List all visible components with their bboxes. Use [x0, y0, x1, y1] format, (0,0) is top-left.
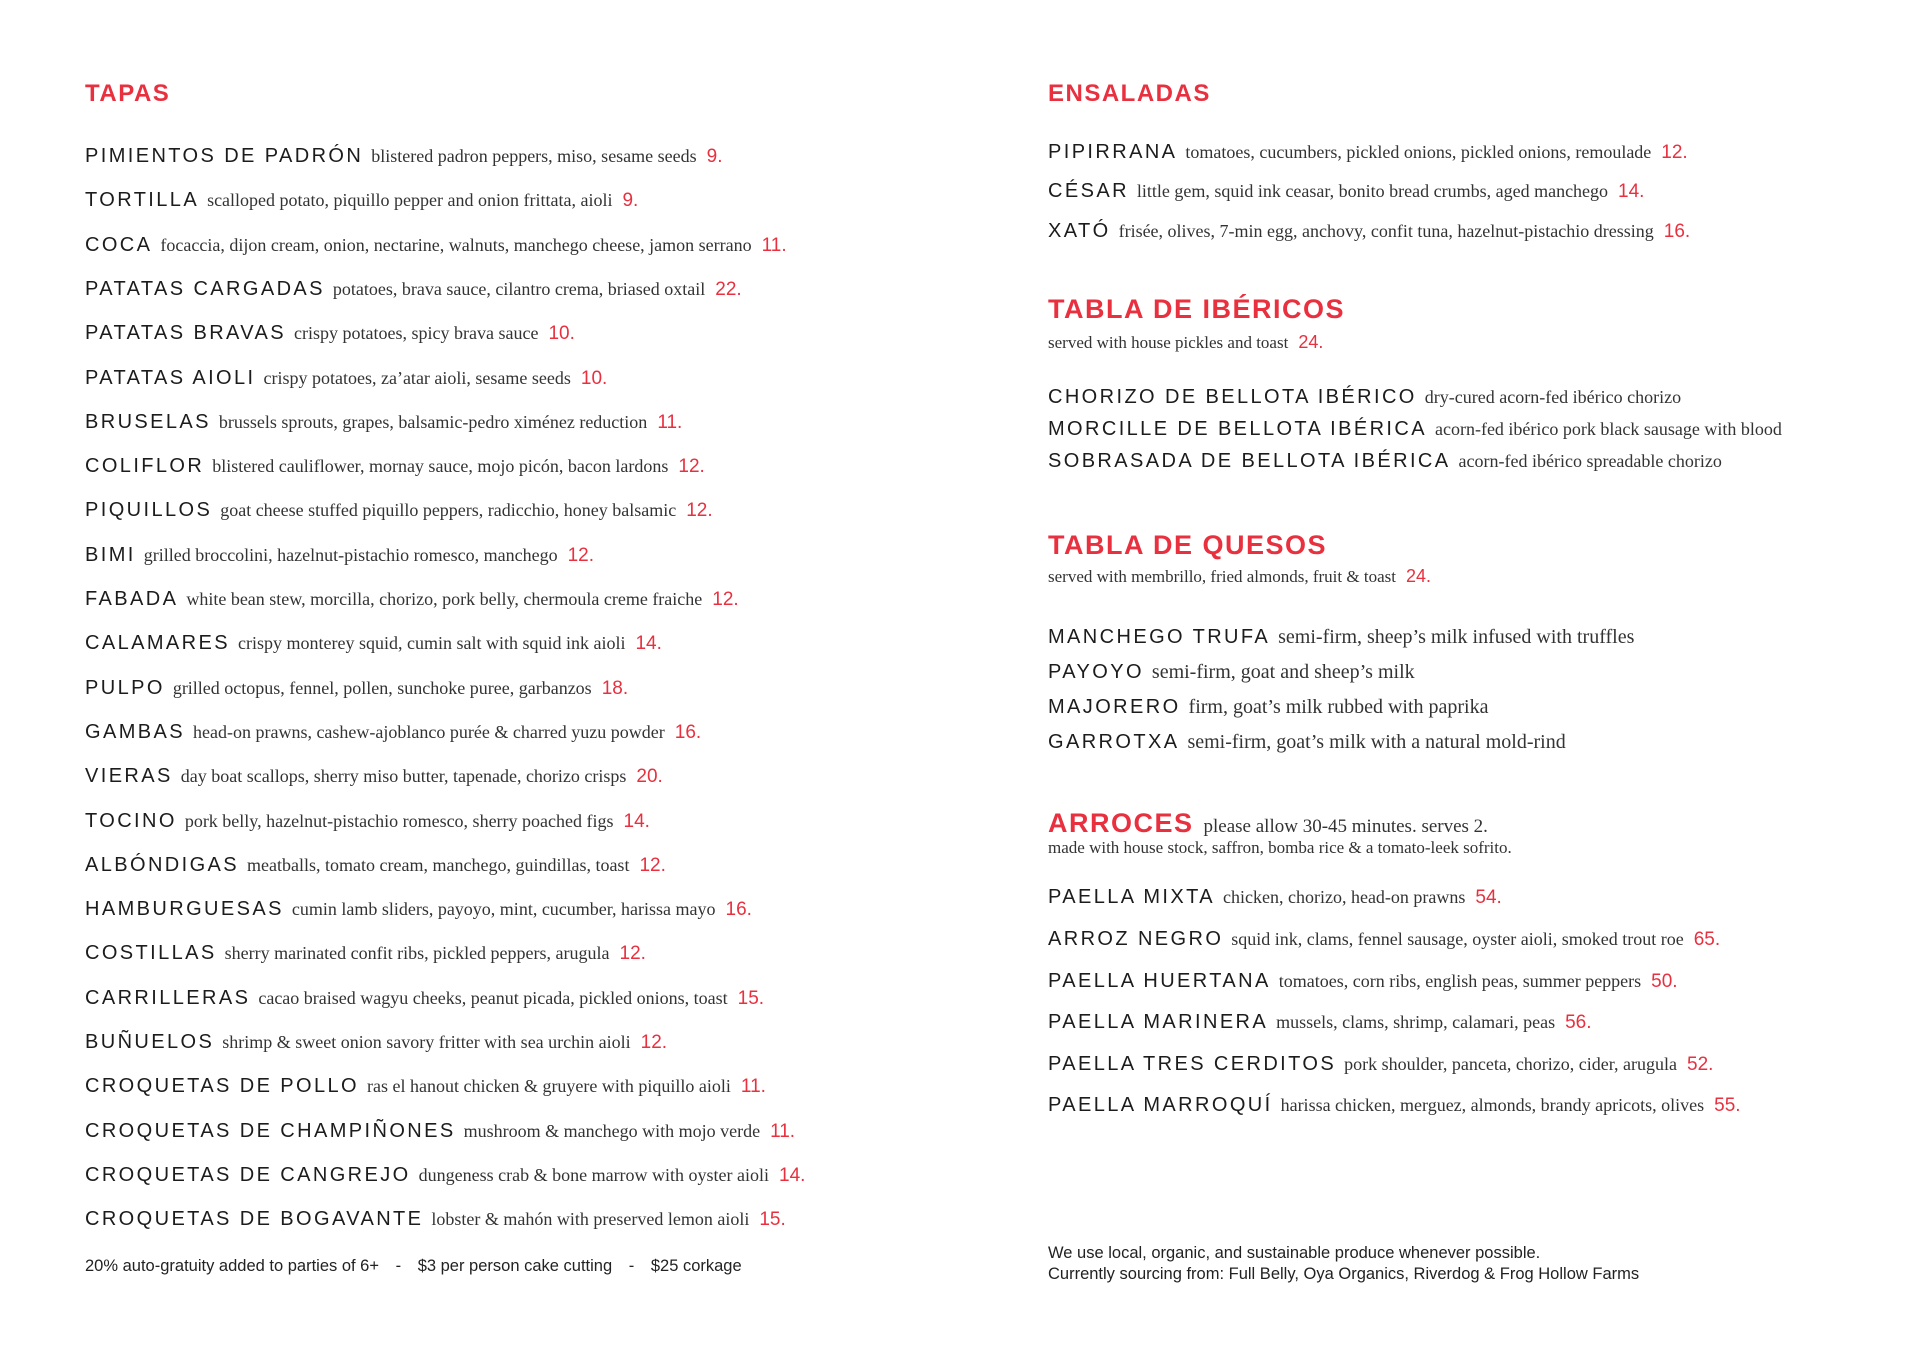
item-description: meatballs, tomato cream, manchego, guindillas, toast — [247, 854, 630, 875]
menu-item — [85, 279, 742, 299]
item-description: pork belly, hazelnut-pistachio romesco, sherry poached figs — [184, 810, 614, 831]
item-price: 14. — [779, 1164, 806, 1186]
item-name: BIMI — [85, 543, 136, 566]
item-description: acorn-fed ibérico spreadable chorizo — [1458, 451, 1722, 471]
item-price: 16. — [1663, 221, 1691, 242]
item-name: TOCINO — [85, 809, 177, 832]
ibericos-price: 24. — [1298, 332, 1324, 352]
item-description: tomatoes, cucumbers, pickled onions, pickled onions, remoulade — [1185, 142, 1652, 162]
sourcing-line-2: Currently sourcing from: Full Belly, Oya Organics, Riverdog & Frog Hollow Farms — [1048, 1265, 1640, 1283]
menu-item — [1048, 387, 1681, 407]
menu-item — [1048, 142, 1688, 162]
item-price: 22. — [715, 278, 742, 300]
menu-item — [85, 146, 723, 166]
item-name: PAELLA MARROQUÍ — [1048, 1094, 1273, 1116]
item-description: tomatoes, corn ribs, english peas, summer peppers — [1278, 971, 1642, 991]
item-price: 12. — [640, 1032, 668, 1053]
item-name: CROQUETAS DE CHAMPIÑONES — [85, 1119, 456, 1142]
item-name: CROQUETAS DE BOGAVANTE — [85, 1208, 424, 1231]
quesos-title: TABLA DE QUESOS — [1048, 530, 1328, 560]
menu-item — [1048, 732, 1566, 752]
item-description: dry-cured acorn-fed ibérico chorizo — [1424, 387, 1682, 407]
item-name: BRUSELAS — [85, 410, 211, 433]
menu-item — [1048, 887, 1502, 907]
arroces-title-text: ARROCES — [1048, 808, 1194, 838]
menu-item — [85, 1165, 805, 1185]
menu-item — [1048, 419, 1782, 439]
menu-item — [85, 368, 607, 388]
item-name: SOBRASADA DE BELLOTA IBÉRICA — [1048, 450, 1451, 472]
item-price: 18. — [601, 677, 629, 699]
item-description: focaccia, dijon cream, onion, nectarine, walnuts, manchego cheese, jamon serrano — [160, 234, 752, 255]
menu-item — [85, 323, 575, 343]
item-price: 65. — [1693, 929, 1721, 950]
policy-footer — [85, 1257, 742, 1276]
item-description: blistered padron peppers, miso, sesame seeds — [371, 146, 697, 166]
item-price: 50. — [1651, 971, 1678, 992]
item-description: head-on prawns, cashew-ajoblanco purée & charred yuzu powder — [192, 721, 665, 742]
item-price: 9. — [706, 146, 723, 167]
menu-item — [85, 1032, 667, 1052]
menu-item — [85, 943, 646, 963]
item-name: PAELLA MIXTA — [1048, 886, 1216, 908]
item-price: 9. — [622, 190, 639, 212]
item-name: XATÓ — [1048, 220, 1111, 242]
item-name: VIERAS — [85, 765, 173, 788]
sourcing-line-1: We use local, organic, and sustainable produce whenever possible. — [1048, 1244, 1541, 1262]
item-name: PAELLA MARINERA — [1048, 1011, 1269, 1033]
menu-item — [85, 500, 713, 520]
item-description: squid ink, clams, fennel sausage, oyster aioli, smoked trout roe — [1231, 929, 1684, 949]
menu-item — [1048, 221, 1690, 241]
item-description: mushroom & manchego with mojo verde — [463, 1120, 761, 1141]
menu-item — [85, 190, 638, 210]
item-price: 55. — [1714, 1095, 1741, 1116]
item-description: shrimp & sweet onion savory fritter with sea urchin aioli — [222, 1032, 631, 1052]
item-description: ras el hanout chicken & gruyere with piquillo aioli — [367, 1076, 731, 1097]
item-description: harissa chicken, merguez, almonds, brandy apricots, olives — [1280, 1095, 1705, 1115]
item-name: PIPIRRANA — [1048, 141, 1178, 163]
menu-item — [85, 545, 594, 565]
item-name: GARROTXA — [1048, 731, 1180, 753]
arroces-subtitle: made with house stock, saffron, bomba rice & a tomato-leek sofrito. — [1048, 838, 1512, 857]
menu-item — [1048, 451, 1722, 471]
menu-item — [85, 811, 650, 831]
item-description: goat cheese stuffed piquillo peppers, radicchio, honey balsamic — [220, 500, 677, 521]
menu-item — [85, 722, 701, 742]
item-name: COCA — [85, 233, 153, 256]
menu-item — [1048, 697, 1489, 717]
separator: - — [628, 1257, 635, 1275]
corkage-note: $25 corkage — [650, 1257, 742, 1275]
item-name: PATATAS BRAVAS — [85, 322, 287, 345]
separator: - — [395, 1257, 402, 1275]
item-price: 14. — [635, 633, 662, 655]
item-price: 14. — [1618, 181, 1645, 202]
item-description: sherry marinated confit ribs, pickled peppers, arugula — [224, 943, 610, 964]
menu-item — [85, 1076, 766, 1096]
item-price: 12. — [619, 943, 646, 965]
item-description: frisée, olives, 7-min egg, anchovy, confit tuna, hazelnut-pistachio dressing — [1118, 221, 1654, 241]
menu-item — [85, 988, 764, 1008]
menu-item — [85, 456, 705, 476]
item-name: CALAMARES — [85, 632, 230, 655]
item-description: scalloped potato, piquillo pepper and onion frittata, aioli — [207, 190, 613, 211]
menu-item — [1048, 1012, 1592, 1032]
item-name: PIQUILLOS — [85, 499, 213, 522]
item-price: 52. — [1687, 1054, 1714, 1075]
item-description: crispy potatoes, za’atar aioli, sesame seeds — [263, 367, 571, 388]
item-name: COLIFLOR — [85, 455, 205, 478]
item-name: COSTILLAS — [85, 942, 217, 965]
item-name: GAMBAS — [85, 720, 185, 743]
item-name: MORCILLE DE BELLOTA IBÉRICA — [1048, 418, 1427, 440]
item-name: CROQUETAS DE POLLO — [85, 1075, 359, 1098]
item-name: MANCHEGO TRUFA — [1048, 626, 1271, 648]
item-description: white bean stew, morcilla, chorizo, pork belly, chermoula creme fraiche — [186, 589, 703, 609]
item-description: grilled octopus, fennel, pollen, sunchoke puree, garbanzos — [172, 677, 592, 698]
item-name: BUÑUELOS — [85, 1031, 215, 1053]
item-price: 15. — [759, 1209, 786, 1231]
sourcing-footer — [1048, 1243, 1639, 1285]
item-price: 11. — [761, 234, 787, 256]
tapas-title: TAPAS — [85, 80, 171, 107]
item-description: crispy monterey squid, cumin salt with squid ink aioli — [237, 633, 626, 654]
item-description: semi-firm, goat’s milk with a natural mold-rind — [1187, 731, 1566, 753]
menu-item — [1048, 181, 1644, 201]
item-description: pork shoulder, panceta, chorizo, cider, arugula — [1344, 1054, 1678, 1074]
menu-item — [1048, 627, 1634, 647]
item-name: PAYOYO — [1048, 661, 1144, 683]
item-description: potatoes, brava sauce, cilantro crema, briased oxtail — [332, 278, 706, 299]
ensaladas-title: ENSALADAS — [1048, 80, 1211, 107]
item-price: 56. — [1565, 1012, 1592, 1033]
item-name: PAELLA TRES CERDITOS — [1048, 1053, 1337, 1075]
item-price: 16. — [725, 899, 752, 921]
menu-item — [85, 633, 662, 653]
quesos-price: 24. — [1405, 566, 1431, 586]
menu-item — [1048, 971, 1678, 991]
item-name: ALBÓNDIGAS — [85, 853, 240, 876]
gratuity-note: 20% auto-gratuity added to parties of 6+ — [85, 1257, 379, 1275]
arroces-title — [1048, 808, 1488, 839]
item-price: 54. — [1475, 887, 1502, 908]
item-name: HAMBURGUESAS — [85, 898, 284, 921]
item-price: 16. — [674, 721, 702, 743]
menu-item — [1048, 662, 1415, 682]
item-price: 14. — [623, 810, 650, 832]
item-description: acorn-fed ibérico pork black sausage with blood — [1434, 419, 1782, 439]
item-name: CÉSAR — [1048, 180, 1129, 202]
quesos-subtitle-text: served with membrillo, fried almonds, fruit & toast — [1048, 567, 1396, 586]
item-description: semi-firm, sheep’s milk infused with truffles — [1278, 626, 1635, 648]
item-description: blistered cauliflower, mornay sauce, mojo picón, bacon lardons — [212, 456, 669, 477]
menu-item — [85, 412, 682, 432]
menu-item — [85, 1121, 795, 1141]
item-name: PATATAS CARGADAS — [85, 277, 325, 300]
item-price: 10. — [580, 367, 608, 389]
item-name: FABADA — [85, 588, 179, 610]
item-price: 12. — [686, 500, 713, 522]
item-price: 11. — [740, 1076, 766, 1098]
item-name: PULPO — [85, 676, 165, 699]
item-description: grilled broccolini, hazelnut-pistachio romesco, manchego — [143, 544, 558, 565]
item-price: 12. — [678, 456, 705, 478]
item-price: 12. — [639, 854, 666, 876]
item-name: CHORIZO DE BELLOTA IBÉRICO — [1048, 386, 1417, 408]
quesos-subtitle — [1048, 566, 1431, 587]
menu-item — [1048, 1054, 1713, 1074]
item-name: PAELLA HUERTANA — [1048, 970, 1271, 992]
item-description: cacao braised wagyu cheeks, peanut picada, pickled onions, toast — [258, 987, 728, 1008]
item-description: lobster & mahón with preserved lemon aioli — [431, 1209, 750, 1230]
item-description: semi-firm, goat and sheep’s milk — [1151, 661, 1415, 683]
item-price: 15. — [737, 987, 765, 1009]
item-price: 12. — [1661, 142, 1688, 163]
ibericos-subtitle-text: served with house pickles and toast — [1048, 333, 1289, 352]
item-price: 11. — [770, 1120, 796, 1142]
menu-item — [85, 1209, 786, 1229]
item-description: mussels, clams, shrimp, calamari, peas — [1276, 1012, 1556, 1032]
item-price: 10. — [548, 323, 575, 345]
item-description: brussels sprouts, grapes, balsamic-pedro ximénez reduction — [218, 411, 648, 432]
item-price: 12. — [712, 589, 739, 610]
item-price: 12. — [567, 544, 594, 566]
item-name: MAJORERO — [1048, 696, 1181, 718]
menu-item — [85, 589, 739, 609]
cake-cutting-note: $3 per person cake cutting — [417, 1257, 613, 1275]
menu-item — [85, 766, 663, 786]
item-name: CARRILLERAS — [85, 986, 251, 1009]
item-name: CROQUETAS DE CANGREJO — [85, 1163, 411, 1186]
ibericos-title: TABLA DE IBÉRICOS — [1048, 294, 1346, 324]
menu-item — [85, 235, 787, 255]
item-description: crispy potatoes, spicy brava sauce — [294, 323, 539, 344]
item-name: ARROZ NEGRO — [1048, 928, 1224, 950]
item-description: dungeness crab & bone marrow with oyster aioli — [418, 1164, 770, 1185]
arroces-note: please allow 30-45 minutes. serves 2. — [1203, 816, 1488, 837]
item-description: cumin lamb sliders, payoyo, mint, cucumber, harissa mayo — [291, 899, 716, 920]
item-price: 20. — [636, 766, 663, 788]
menu-item — [1048, 1095, 1741, 1115]
item-name: PATATAS AIOLI — [85, 366, 256, 389]
item-name: PIMIENTOS DE PADRÓN — [85, 145, 364, 167]
item-price: 11. — [657, 411, 683, 433]
item-description: firm, goat’s milk rubbed with paprika — [1188, 696, 1489, 718]
ibericos-subtitle — [1048, 332, 1323, 353]
item-description: little gem, squid ink ceasar, bonito bread crumbs, aged manchego — [1136, 181, 1609, 201]
menu-item — [85, 855, 666, 875]
menu-item — [85, 678, 628, 698]
item-name: TORTILLA — [85, 189, 200, 212]
item-description: day boat scallops, sherry miso butter, tapenade, chorizo crisps — [180, 766, 627, 787]
item-description: chicken, chorizo, head-on prawns — [1223, 887, 1466, 907]
menu-item — [1048, 929, 1720, 949]
menu-item — [85, 899, 752, 919]
